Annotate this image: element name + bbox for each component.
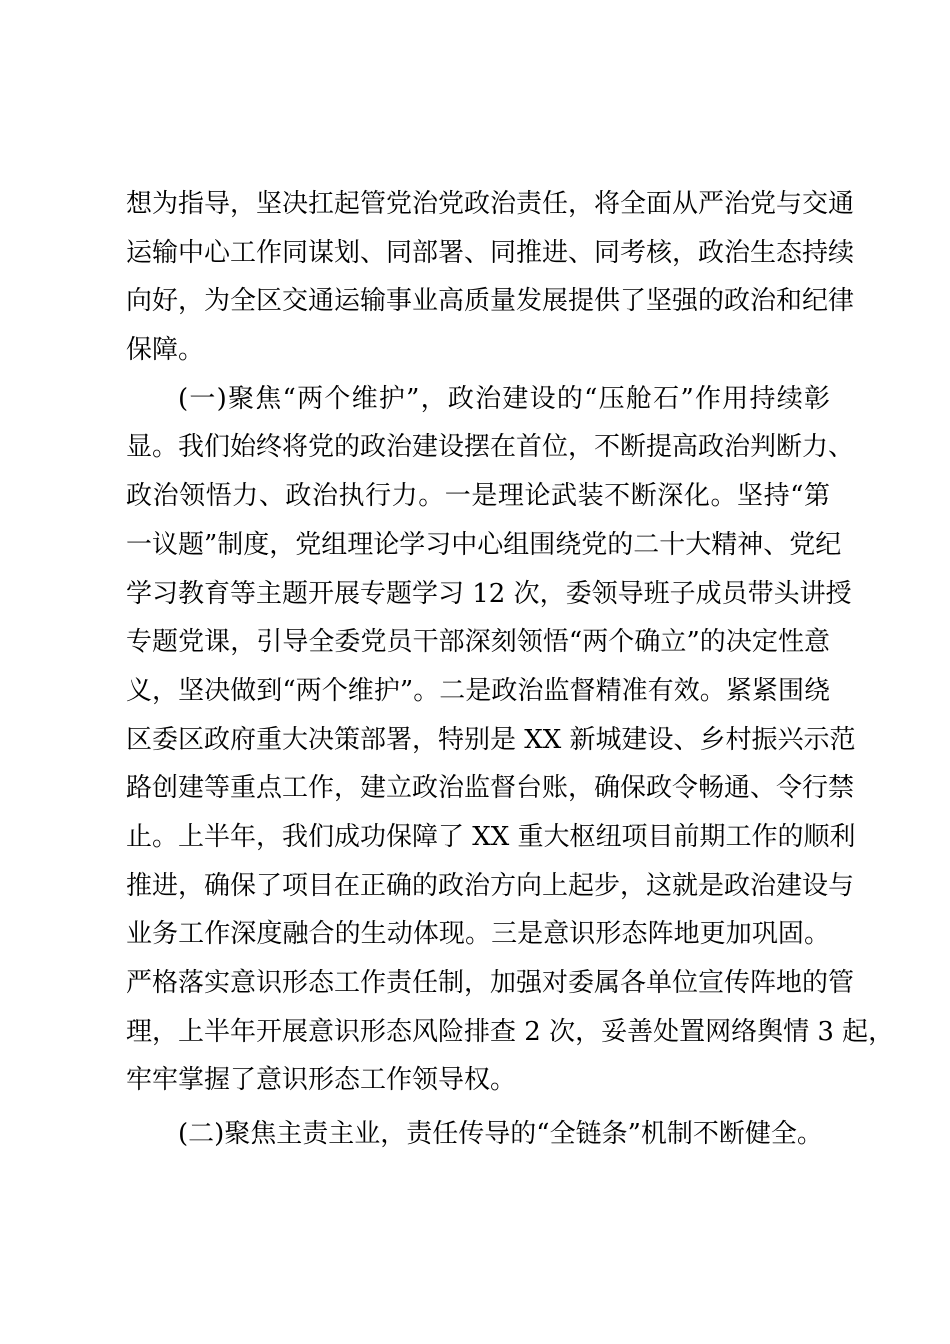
text-line: 理，上半年开展意识形态风险排查 2 次，妥善处置网络舆情 3 起， bbox=[126, 1016, 895, 1047]
text-line: 向好，为全区交通运输事业高质量发展提供了坚强的政治和纪律 bbox=[126, 286, 855, 317]
text-line: 政治领悟力、政治执行力。一是理论武装不断深化。坚持“第 bbox=[126, 481, 830, 512]
text-line: 牢牢掌握了意识形态工作领导权。 bbox=[126, 1065, 517, 1096]
text-line: 一议题”制度，党组理论学习中心组围绕党的二十大精神、党纪 bbox=[126, 529, 842, 560]
text-line: 义，坚决做到“两个维护”。二是政治监督精准有效。紧紧围绕 bbox=[126, 675, 830, 706]
text-line: 路创建等重点工作，建立政治监督台账，确保政令畅通、令行禁 bbox=[126, 773, 855, 804]
text-line: 显。我们始终将党的政治建设摆在首位，不断提高政治判断力、 bbox=[126, 432, 855, 463]
paragraph-section-one bbox=[126, 375, 895, 1105]
paragraph-intro bbox=[126, 180, 855, 375]
text-line: 严格落实意识形态工作责任制，加强对委属各单位宣传阵地的管 bbox=[126, 968, 855, 998]
text-line: 止。上半年，我们成功保障了 XX 重大枢纽项目前期工作的顺利 bbox=[126, 821, 856, 852]
text-line: 业务工作深度融合的生动体现。三是意识形态阵地更加巩固。 bbox=[126, 919, 830, 950]
text-line: 推进，确保了项目在正确的政治方向上起步，这就是政治建设与 bbox=[126, 870, 855, 901]
text-line: 专题党课，引导全委党员干部深刻领悟“两个确立”的决定性意 bbox=[126, 627, 830, 658]
paragraph-section-two bbox=[126, 1110, 830, 1159]
section-heading-line: (一)聚焦“两个维护”，政治建设的“压舱石”作用持续彰 bbox=[178, 383, 830, 414]
section-heading-line: (二)聚焦主责主业，责任传导的“全链条”机制不断健全。 bbox=[178, 1119, 823, 1150]
text-line: 保障。 bbox=[126, 335, 205, 366]
document-body bbox=[126, 180, 895, 1159]
text-line: 想为指导，坚决扛起管党治党政治责任，将全面从严治党与交通 bbox=[126, 189, 855, 219]
text-line: 学习教育等主题开展专题学习 12 次，委领导班子成员带头讲授 bbox=[126, 578, 852, 609]
text-line: 区委区政府重大决策部署，特别是 XX 新城建设、乡村振兴示范 bbox=[126, 724, 856, 755]
text-line: 运输中心工作同谋划、同部署、同推进、同考核，政治生态持续 bbox=[126, 237, 855, 268]
